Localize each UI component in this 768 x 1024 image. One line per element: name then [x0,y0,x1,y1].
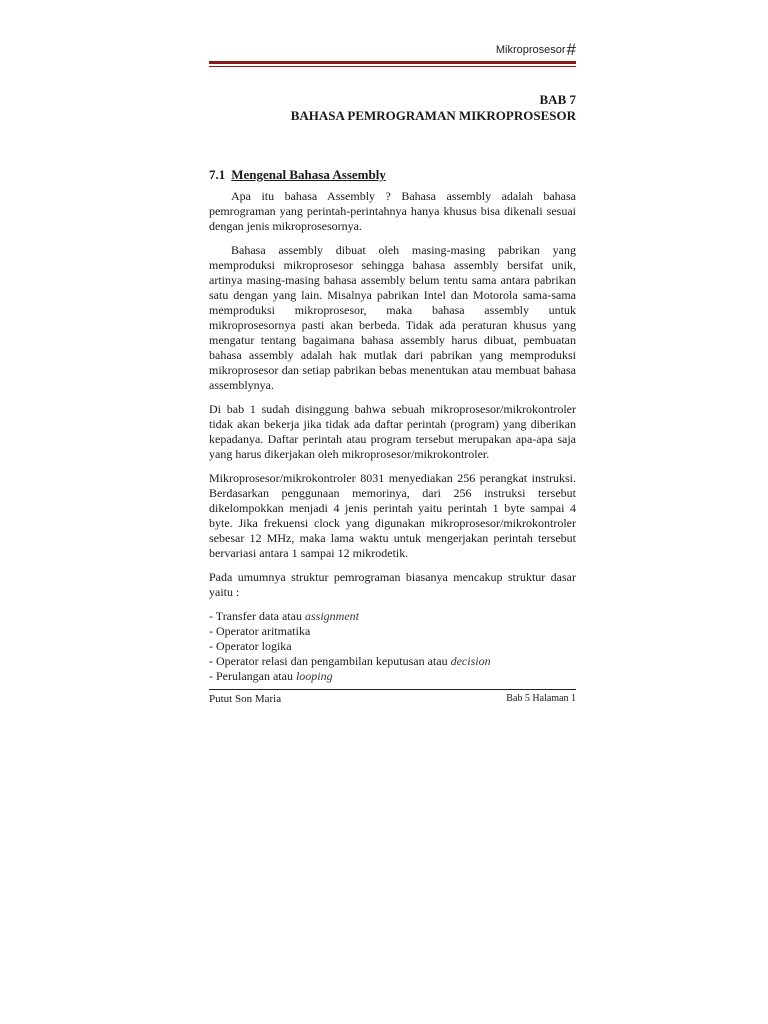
paragraph-1: Apa itu bahasa Assembly ? Bahasa assembly adalah bahasa pemrograman yang perintah-perintahnya hanya khusus bisa dikenali sesuai dengan jenis mikroprosesornya. [209,189,576,233]
running-header-hash: # [566,40,576,59]
footer-page-number: Bab 5 Halaman 1 [506,693,576,704]
chapter-heading [209,92,576,124]
paragraph-4: Mikroprosesor/mikrokontroler 8031 menyediakan 256 perangkat instruksi. Berdasarkan penggunaan memorinya, dari 256 instruksi tersebut dikelompokkan menjadi 4 jenis perintah yaitu perintah 1 byte sampai 4 byte. Jika frekuensi clock yang digunakan mikroprosesor/mikrokontroler sebesar 12 MHz, maka lama waktu untuk mengerjakan perintah tersebut bervariasi antara 1 sampai 12 mikrodetik. [209,471,576,560]
header-rule-thin [209,66,576,67]
chapter-title: BAHASA PEMROGRAMAN MIKROPROSESOR [290,108,576,123]
list-item: - Operator aritmatika [209,624,311,638]
list-item: - Perulangan atau looping [209,669,333,683]
footer-author: Putut Son Maria [209,693,282,705]
running-header-title: Mikroprosesor [495,44,566,56]
list-item: - Operator relasi dan pengambilan keputusan atau decision [209,654,491,668]
footer-rule [209,689,576,690]
list-item: - Operator logika [209,639,292,653]
running-header [209,40,576,60]
paragraph-5: Pada umumnya struktur pemrograman biasanya mencakup struktur dasar yaitu : [209,570,576,599]
section-heading [209,167,386,183]
list-item: - Transfer data atau assignment [209,609,359,623]
header-rule-thick [209,61,576,64]
section-title: Mengenal Bahasa Assembly [231,167,386,182]
structure-list [209,609,576,684]
paragraph-2: Bahasa assembly dibuat oleh masing-masing pabrikan yang memproduksi mikroprosesor sehingga bahasa assembly bersifat unik, artinya masing-masing bahasa assembly belum tentu sama antara pabrikan satu dengan yang lain. Misalnya pabrikan Intel dan Motorola sama-sama memproduksi mikroprosesor, maka bahasa assembly untuk mikroprosesornya pasti akan berbeda. Tidak ada peraturan khusus yang mengatur tentang bagaimana bahasa assembly harus dibuat, pembuatan bahasa assembly adalah hak mutlak dari pabrikan yang memproduksi mikroprosesor dan setiap pabrikan bebas menentukan atau membuat bahasa assemblynya. [209,243,576,392]
chapter-number: BAB 7 [539,92,576,107]
body-text [209,189,576,684]
paragraph-3: Di bab 1 sudah disinggung bahwa sebuah mikroprosesor/mikrokontroler tidak akan bekerja jika tidak ada daftar perintah (program) yang diberikan kepadanya. Daftar perintah atau program tersebut merupakan apa-apa saja yang harus dikerjakan oleh mikroprosesor/mikrokontroler. [209,402,576,461]
section-number: 7.1 [209,167,226,182]
